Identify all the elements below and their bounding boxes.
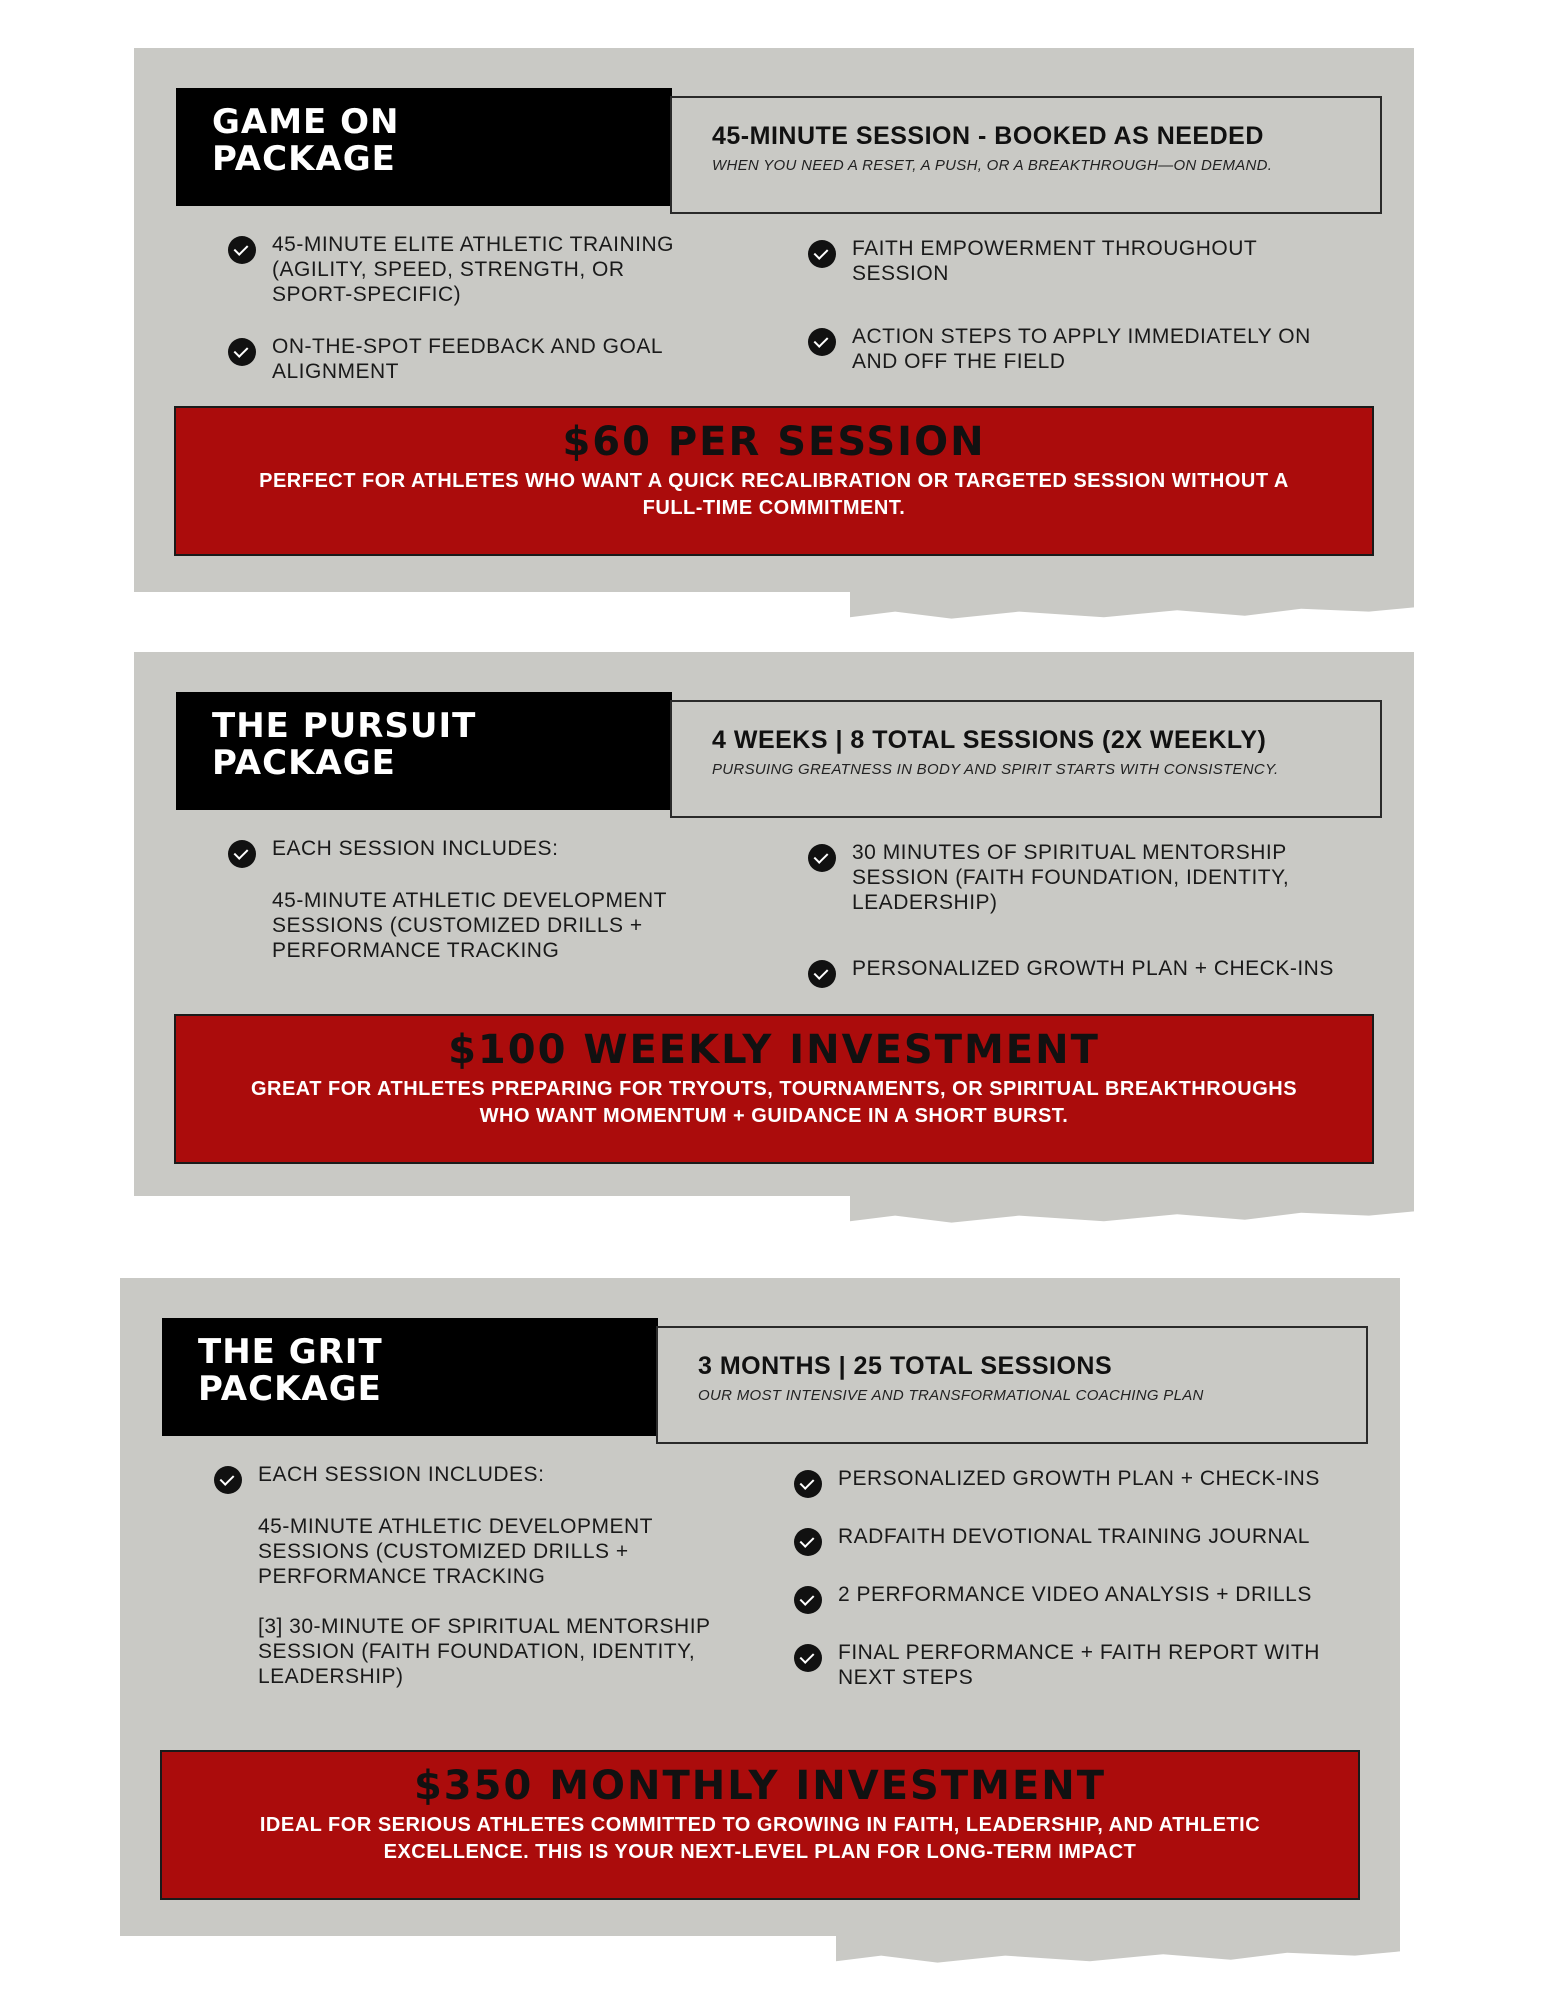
package-title-line1: THE GRIT xyxy=(198,1332,383,1372)
price-banner xyxy=(174,406,1374,556)
feature-text: FINAL PERFORMANCE + FAITH REPORT WITH NEXT STEPS xyxy=(838,1641,1320,1689)
package-title-line2: PACKAGE xyxy=(198,1369,382,1409)
feature-item xyxy=(794,1524,1354,1556)
package-info-box xyxy=(670,700,1382,818)
feature-item xyxy=(794,1640,1334,1690)
package-title xyxy=(162,1318,658,1436)
session-detail: 45-MINUTE ATHLETIC DEVELOPMENT SESSIONS (CUSTOMIZED DRILLS + PERFORMANCE TRACKING xyxy=(258,1515,653,1588)
package-title-line2: PACKAGE xyxy=(212,139,396,179)
package-title xyxy=(176,692,672,810)
torn-edge xyxy=(850,1196,1414,1224)
feature-text: 2 PERFORMANCE VIDEO ANALYSIS + DRILLS xyxy=(838,1583,1312,1606)
feature-text: PERSONALIZED GROWTH PLAN + CHECK-INS xyxy=(838,1467,1320,1490)
feature-item xyxy=(808,324,1348,374)
feature-text: PERSONALIZED GROWTH PLAN + CHECK-INS xyxy=(852,957,1334,980)
package-info-sub: WHEN YOU NEED A RESET, A PUSH, OR A BREAKTHROUGH—ON DEMAND. xyxy=(712,157,1273,174)
price-label: $350 MONTHLY INVESTMENT xyxy=(413,1763,1107,1809)
package-title xyxy=(176,88,672,206)
feature-item xyxy=(808,840,1348,915)
torn-edge xyxy=(850,592,1414,620)
checkmark-icon xyxy=(794,1470,822,1498)
package-info-box xyxy=(656,1326,1368,1444)
package-info-sub: OUR MOST INTENSIVE AND TRANSFORMATIONAL COACHING PLAN xyxy=(698,1387,1204,1404)
feature-text: ON-THE-SPOT FEEDBACK AND GOAL ALIGNMENT xyxy=(272,335,663,383)
feature-item xyxy=(228,334,708,384)
package-card-grit xyxy=(120,1278,1400,1936)
checkmark-icon xyxy=(794,1528,822,1556)
price-note: GREAT FOR ATHLETES PREPARING FOR TRYOUTS, TOURNAMENTS, OR SPIRITUAL BREAKTHROUGHS WHO WANT MOMENTUM + GUIDANCE IN A SHORT BURST. xyxy=(250,1078,1298,1127)
package-title-line2: PACKAGE xyxy=(212,743,396,783)
feature-item xyxy=(794,1582,1354,1614)
checkmark-icon xyxy=(794,1644,822,1672)
feature-item xyxy=(808,956,1368,988)
feature-text: RADFAITH DEVOTIONAL TRAINING JOURNAL xyxy=(838,1525,1310,1548)
feature-text: EACH SESSION INCLUDES: xyxy=(272,837,559,860)
checkmark-icon xyxy=(808,240,836,268)
feature-text: ACTION STEPS TO APPLY IMMEDIATELY ON AND OFF THE FIELD xyxy=(852,325,1311,373)
feature-item xyxy=(228,836,708,868)
price-banner xyxy=(160,1750,1360,1900)
feature-item xyxy=(214,1462,694,1494)
checkmark-icon xyxy=(228,338,256,366)
package-title-line1: GAME ON xyxy=(212,102,400,142)
price-label: $100 WEEKLY INVESTMENT xyxy=(448,1027,1100,1073)
checkmark-icon xyxy=(214,1466,242,1494)
feature-item xyxy=(808,236,1348,286)
package-info-box xyxy=(670,96,1382,214)
package-title-line1: THE PURSUIT xyxy=(212,706,477,746)
feature-text: FAITH EMPOWERMENT THROUGHOUT SESSION xyxy=(852,237,1257,285)
package-info-main: 45-MINUTE SESSION - BOOKED AS NEEDED xyxy=(712,122,1264,150)
package-info-sub: PURSUING GREATNESS IN BODY AND SPIRIT STARTS WITH CONSISTENCY. xyxy=(712,761,1279,778)
checkmark-icon xyxy=(808,960,836,988)
checkmark-icon xyxy=(808,328,836,356)
price-label: $60 PER SESSION xyxy=(562,419,986,465)
session-detail: [3] 30-MINUTE OF SPIRITUAL MENTORSHIP SESSION (FAITH FOUNDATION, IDENTITY, LEADERSHIP) xyxy=(258,1615,711,1688)
checkmark-icon xyxy=(808,844,836,872)
session-detail: 45-MINUTE ATHLETIC DEVELOPMENT SESSIONS (CUSTOMIZED DRILLS + PERFORMANCE TRACKING xyxy=(272,889,667,962)
package-card-game-on xyxy=(134,48,1414,592)
feature-text: EACH SESSION INCLUDES: xyxy=(258,1463,545,1486)
checkmark-icon xyxy=(794,1586,822,1614)
feature-text: 30 MINUTES OF SPIRITUAL MENTORSHIP SESSION (FAITH FOUNDATION, IDENTITY, LEADERSHIP) xyxy=(852,841,1290,914)
price-note: IDEAL FOR SERIOUS ATHLETES COMMITTED TO GROWING IN FAITH, LEADERSHIP, AND ATHLETIC EXCELLENCE. THIS IS YOUR NEXT-LEVEL PLAN FOR LONG-TERM IMPACT xyxy=(259,1814,1261,1863)
checkmark-icon xyxy=(228,236,256,264)
checkmark-icon xyxy=(228,840,256,868)
package-info-main: 3 MONTHS | 25 TOTAL SESSIONS xyxy=(698,1352,1113,1380)
price-banner xyxy=(174,1014,1374,1164)
package-card-pursuit xyxy=(134,652,1414,1196)
torn-edge xyxy=(836,1936,1400,1964)
feature-item xyxy=(228,232,708,307)
price-note: PERFECT FOR ATHLETES WHO WANT A QUICK RECALIBRATION OR TARGETED SESSION WITHOUT A FULL-TIME COMMITMENT. xyxy=(259,470,1289,519)
feature-item xyxy=(794,1466,1354,1498)
package-info-main: 4 WEEKS | 8 TOTAL SESSIONS (2X WEEKLY) xyxy=(712,726,1267,754)
feature-text: 45-MINUTE ELITE ATHLETIC TRAINING (AGILITY, SPEED, STRENGTH, OR SPORT-SPECIFIC) xyxy=(272,233,674,306)
